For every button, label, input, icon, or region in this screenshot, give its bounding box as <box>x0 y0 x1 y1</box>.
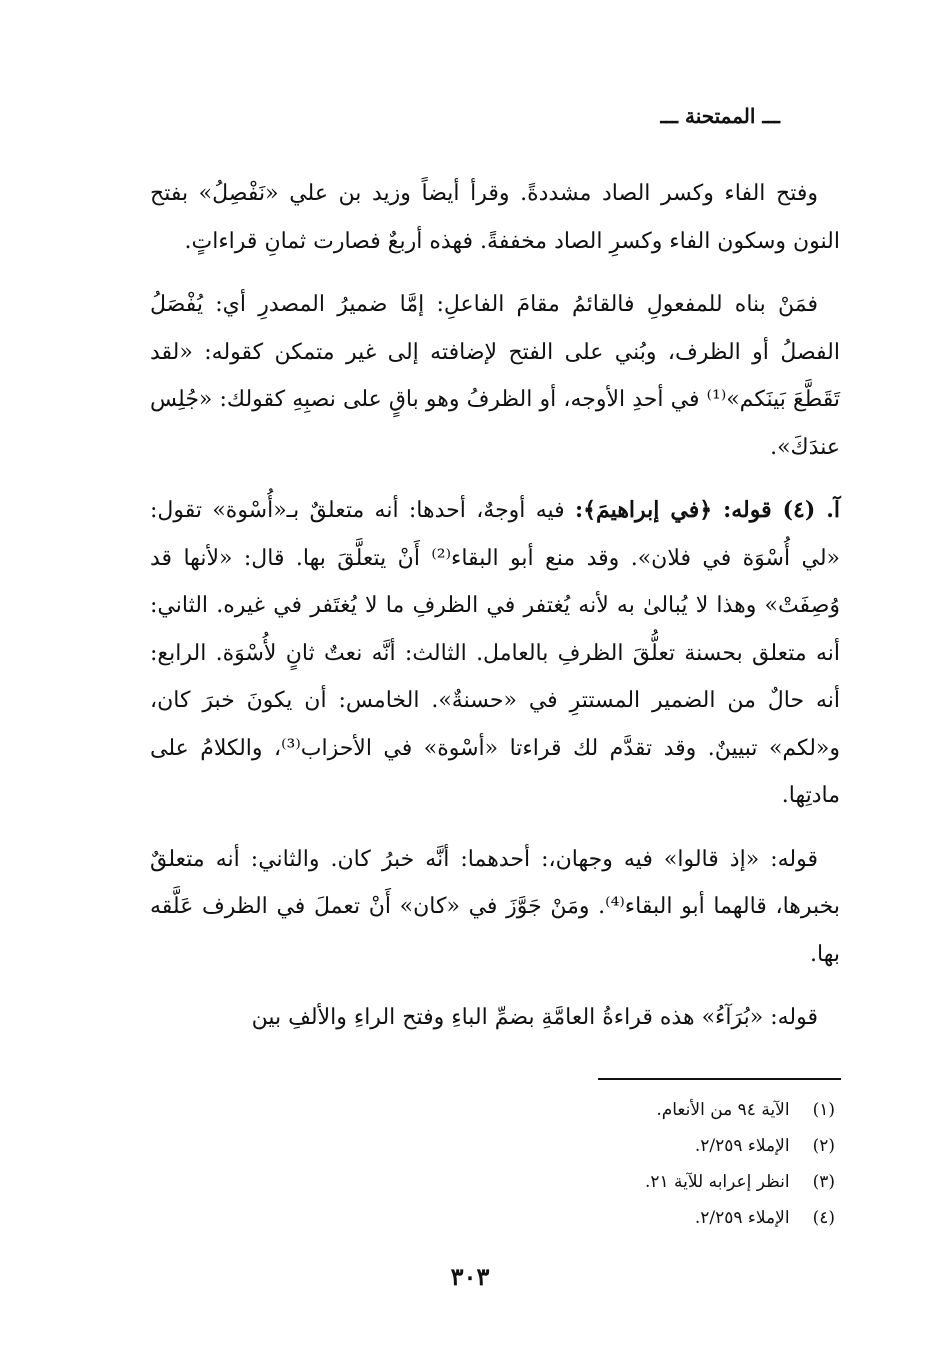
paragraph-4 <box>150 836 840 979</box>
footnote-3 <box>645 1164 835 1200</box>
footnote-1-number: (١) <box>812 1100 835 1120</box>
footnote-2-number: (٢) <box>812 1136 835 1156</box>
paragraph-4-text: قوله: «إذ قالوا» فيه وجهان،: أحدهما: أنَّه خبرُ كان. والثاني: أنه متعلقٌ بخبرها، قالهما أبو البقاء⁽⁴⁾. ومَنْ جَوَّزَ في «كان» أَنْ تعملَ في الظرف عَلَّقه بها. <box>150 846 840 967</box>
paragraph-5 <box>150 994 840 1042</box>
body-text <box>150 170 840 1058</box>
footnote-4 <box>645 1200 835 1236</box>
paragraph-5-text: قوله: «بُرَآءُ» هذه قراءةُ العامَّةِ بضمِّ الباءِ وفتح الراءِ والألفِ بين <box>251 1005 818 1030</box>
footnote-2 <box>645 1128 835 1164</box>
page-number: ٣٠٣ <box>450 1262 490 1291</box>
footnote-4-text: الإملاء ٢/٢٥٩. <box>694 1208 790 1228</box>
footnote-1-text: الآية ٩٤ من الأنعام. <box>656 1100 790 1120</box>
footnote-2-text: الإملاء ٢/٢٥٩. <box>694 1136 790 1156</box>
running-header: ـــ الممتحنة ـــ <box>660 104 780 128</box>
footnote-divider <box>598 1078 841 1080</box>
footnotes <box>645 1092 835 1236</box>
paragraph-3-text: فيه أوجهٌ، أحدها: أنه متعلقٌ بـ«أُسْوة» تقول: «لي أُسْوَة في فلان». وقد منع أبو البقاء⁽²⁾ أَنْ يتعلَّقَ بها. قال: «لأنها قد وُصِفَتْ» وهذا لا يُبالىٰ به لأنه يُغتفر في الظرفِ ما لا يُغتَفر في غيره. الثاني: أنه متعلق بحسنة تعلُّقَ الظرفِ بالعامل. الثالث: أنَّه نعتٌ ثانٍ لأُسْوَة. الرابع: أنه حالٌ من الضمير المستترِ في «حسنةٌ». الخامس: أن يكونَ خبرَ كان، و«لكم» تبيينٌ. وقد تقدَّم لك قراءتا «أسْوة» في الأحزاب⁽³⁾، والكلامُ على مادتِها. <box>150 498 840 808</box>
footnote-1 <box>645 1092 835 1128</box>
paragraph-1 <box>150 170 840 265</box>
paragraph-2-text: فمَنْ بناه للمفعولِ فالقائمُ مقامَ الفاعلِ: إمَّا ضميرُ المصدرِ أي: يُفْصَلُ الفصلُ أو الظرف، وبُني على الفتح لإضافته إلى غير متمكن كقوله: «لقد تَقَطَّعَ بَينَكم»⁽¹⁾ في أحدِ الأوجه، أو الظرفُ وهو باقٍ على نصبِهِ كقولك: «جُلِس عندَكَ». <box>150 292 840 460</box>
paragraph-3-lead: آ. (٤) قوله: ﴿في إبراهيمَ﴾: <box>575 497 841 523</box>
footnote-3-text: انظر إعرابه للآية ٢١. <box>644 1172 790 1192</box>
footnote-3-number: (٣) <box>812 1172 835 1192</box>
paragraph-3 <box>150 487 840 820</box>
paragraph-1-text: وفتح الفاء وكسر الصاد مشددةً. وقرأ أيضاً وزيد بن علي «نَفْصِلُ» بفتح النون وسكون الفاء وكسرِ الصاد مخففةً. فهذه أربعٌ فصارت ثمانِ قراءاتٍ. <box>150 181 840 254</box>
paragraph-2 <box>150 281 840 471</box>
footnote-4-number: (٤) <box>812 1208 835 1228</box>
